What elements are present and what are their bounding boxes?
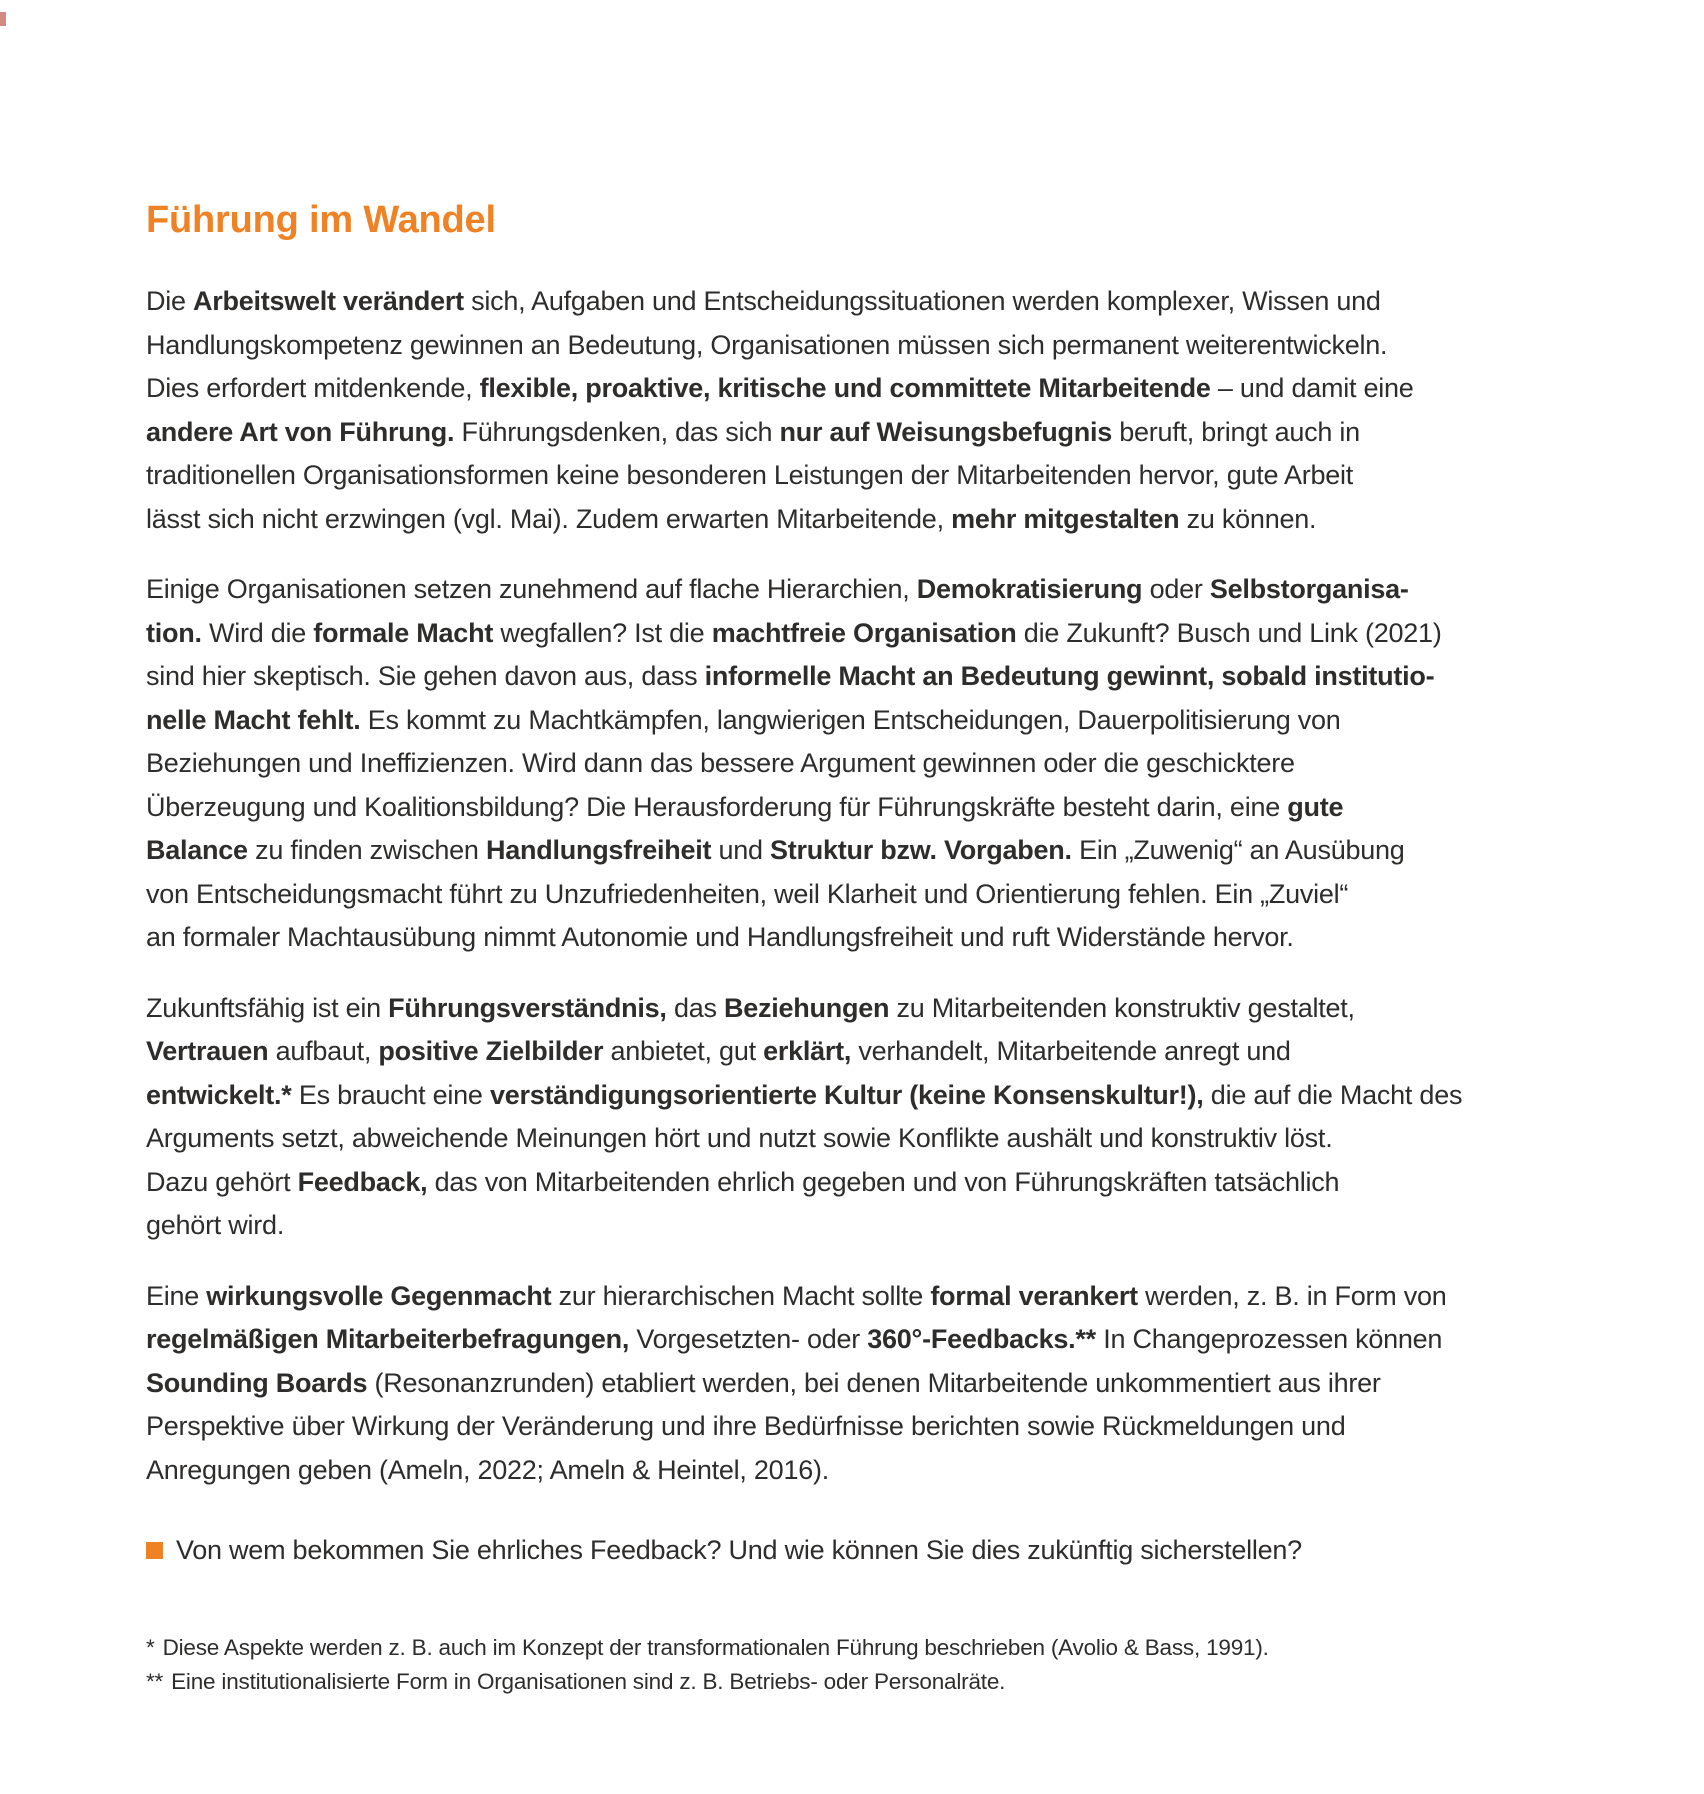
- bold-text-segment: formale Macht: [313, 617, 494, 648]
- bold-text-segment: Struktur bzw. Vorgaben.: [770, 835, 1072, 865]
- text-line: [146, 1117, 1584, 1161]
- text-line: [146, 829, 1584, 873]
- text-segment: an formaler Machtausübung nimmt Autonomie und Handlungsfreiheit und ruft Widerstände hervor.: [146, 922, 1294, 952]
- text-line: [146, 411, 1584, 455]
- text-segment: Einige Organisationen setzen zunehmend auf flache Hierarchien,: [146, 574, 917, 604]
- text-segment: Arguments setzt, abweichende Meinungen hört und nutzt sowie Konflikte aushält und konstruktiv löst.: [146, 1123, 1333, 1153]
- text-segment: Handlungskompetenz gewinnen an Bedeutung, Organisationen müssen sich permanent weiterentwickeln.: [146, 329, 1388, 360]
- text-segment: Dies erfordert mitdenkende,: [146, 373, 480, 403]
- text-segment: die auf die Macht des: [1203, 1079, 1463, 1110]
- text-segment: wegfallen? Ist die: [493, 617, 712, 648]
- text-segment: Es kommt zu Machtkämpfen, langwierigen Entscheidungen, Dauerpolitisierung von: [360, 704, 1341, 735]
- bold-text-segment: machtfreie Organisation: [711, 617, 1017, 648]
- bold-text-segment: erklärt,: [763, 1036, 852, 1066]
- bold-text-segment: andere Art von Führung.: [146, 416, 455, 447]
- bullet-item: [146, 1529, 1584, 1573]
- text-line: [146, 655, 1584, 699]
- bold-text-segment: verständigungsorientierte Kultur (keine Konsenskultur!),: [489, 1079, 1204, 1110]
- bold-text-segment: Handlungsfreiheit: [485, 835, 712, 865]
- bold-text-segment: nur auf Weisungsbefugnis: [779, 416, 1112, 447]
- text-line: [146, 1074, 1584, 1118]
- text-segment: zu können.: [1179, 503, 1317, 534]
- bold-text-segment: positive Zielbilder: [378, 1036, 604, 1066]
- text-line: [146, 1362, 1584, 1406]
- page-title: Führung im Wandel: [146, 199, 496, 241]
- text-segment: Perspektive über Wirkung der Veränderung und ihre Bedürfnisse berichten sowie Rückmeldungen und: [146, 1411, 1346, 1441]
- text-segment: Führungsdenken, das sich: [454, 416, 780, 447]
- text-segment: von Entscheidungsmacht führt zu Unzufriedenheiten, weil Klarheit und Orientierung fehlen. Ein „Zuviel“: [146, 878, 1349, 909]
- bold-text-segment: formal verankert: [930, 1280, 1138, 1311]
- text-line: [146, 1030, 1584, 1074]
- text-segment: sind hier skeptisch. Sie gehen davon aus, dass: [146, 661, 705, 691]
- bold-text-segment: nelle Macht fehlt.: [146, 704, 361, 735]
- text-segment: traditionellen Organisationsformen keine besonderen Leistungen der Mitarbeitenden hervor, gute Arbeit: [146, 460, 1354, 490]
- text-line: [146, 1318, 1584, 1362]
- text-segment: beruft, bringt auch in: [1111, 416, 1360, 447]
- bold-text-segment: Feedback,: [297, 1166, 428, 1197]
- bold-text-segment: Demokratisierung: [916, 574, 1143, 604]
- text-line: [146, 742, 1584, 786]
- text-segment: Zukunftsfähig ist ein: [146, 992, 389, 1023]
- text-segment: das: [666, 992, 724, 1023]
- text-segment: oder: [1142, 574, 1210, 604]
- text-line: [146, 873, 1584, 917]
- paragraph: [146, 1275, 1584, 1493]
- text-segment: Ein „Zuwenig“ an Ausübung: [1071, 835, 1405, 865]
- bold-text-segment: gute: [1287, 791, 1344, 822]
- text-segment: Beziehungen und Ineffizienzen. Wird dann das bessere Argument gewinnen oder die geschicktere: [146, 748, 1295, 778]
- text-line: [146, 1275, 1584, 1319]
- bold-text-segment: Beziehungen: [723, 992, 890, 1023]
- text-segment: zu Mitarbeitenden konstruktiv gestaltet,: [889, 992, 1355, 1023]
- text-segment: das von Mitarbeitenden ehrlich gegeben und von Führungskräften tatsächlich: [427, 1166, 1340, 1197]
- text-segment: Die: [146, 286, 194, 316]
- text-segment: anbietet, gut: [603, 1036, 764, 1066]
- text-segment: Eine: [146, 1280, 207, 1311]
- bold-text-segment: flexible, proaktive, kritische und committete Mitarbeitende: [479, 373, 1211, 403]
- text-segment: – und damit eine: [1210, 373, 1414, 403]
- text-segment: verhandelt, Mitarbeitende anregt und: [851, 1036, 1291, 1066]
- paragraph: [146, 568, 1584, 960]
- text-line: [146, 454, 1584, 498]
- text-segment: werden, z. B. in Form von: [1137, 1280, 1447, 1311]
- bold-text-segment: tion.: [146, 617, 202, 648]
- text-segment: Überzeugung und Koalitionsbildung? Die Herausforderung für Führungskräfte besteht darin, eine: [146, 791, 1288, 822]
- bold-text-segment: Vertrauen: [146, 1036, 269, 1066]
- bold-text-segment: informelle Macht an Bedeutung gewinnt, sobald institutio-: [704, 661, 1435, 691]
- bold-text-segment: entwickelt.*: [146, 1079, 292, 1110]
- bold-text-segment: Führungsverständnis,: [388, 992, 667, 1023]
- text-line: [146, 1161, 1584, 1205]
- paragraph: [146, 280, 1584, 541]
- text-segment: die Zukunft? Busch und Link (2021): [1016, 617, 1442, 648]
- bold-text-segment: mehr mitgestalten: [951, 503, 1180, 534]
- bold-text-segment: Sounding Boards: [146, 1367, 368, 1398]
- text-line: [146, 280, 1584, 324]
- text-segment: sich, Aufgaben und Entscheidungssituationen werden komplexer, Wissen und: [463, 286, 1381, 316]
- text-segment: lässt sich nicht erzwingen (vgl. Mai). Zudem erwarten Mitarbeitende,: [146, 503, 952, 534]
- text-line: [146, 786, 1584, 830]
- text-segment: und: [711, 835, 771, 865]
- text-segment: In Changeprozessen können: [1095, 1324, 1443, 1354]
- bold-text-segment: wirkungsvolle Gegenmacht: [206, 1280, 552, 1311]
- text-line: [146, 987, 1584, 1031]
- bold-text-segment: Selbstorganisa-: [1209, 574, 1409, 604]
- text-line: [146, 324, 1584, 368]
- text-line: [146, 498, 1584, 542]
- bold-text-segment: 360°-Feedbacks.**: [867, 1324, 1096, 1354]
- footnotes: [146, 1631, 1584, 1699]
- text-line: [146, 1405, 1584, 1449]
- text-line: [146, 1204, 1584, 1248]
- text-line: [146, 612, 1584, 656]
- footnote-line: [146, 1631, 1584, 1665]
- paragraph: [146, 987, 1584, 1248]
- footnote-text: Eine institutionalisierte Form in Organisationen sind z. B. Betriebs- oder Personalräte.: [171, 1668, 1006, 1694]
- bold-text-segment: Balance: [146, 835, 248, 865]
- text-segment: Anregungen geben (Ameln, 2022; Ameln & Heintel, 2016).: [146, 1454, 829, 1485]
- text-line: [146, 367, 1584, 411]
- body-paragraphs: [146, 280, 1584, 1492]
- bold-text-segment: Arbeitswelt verändert: [193, 286, 464, 316]
- text-segment: (Resonanzrunden) etabliert werden, bei denen Mitarbeitende unkommentiert aus ihrer: [367, 1367, 1381, 1398]
- footnote-marker: *: [146, 1634, 155, 1660]
- square-bullet-icon: [146, 1542, 163, 1559]
- text-line: [146, 1449, 1584, 1493]
- bullet-question-text: Von wem bekommen Sie ehrliches Feedback? Und wie können Sie dies zukünftig sicherstellen?: [176, 1535, 1302, 1565]
- text-segment: aufbaut,: [268, 1036, 379, 1066]
- text-segment: Es braucht eine: [291, 1079, 490, 1110]
- text-segment: zu finden zwischen: [247, 835, 486, 865]
- footnote-marker: **: [146, 1668, 164, 1694]
- text-line: [146, 699, 1584, 743]
- text-line: [146, 916, 1584, 960]
- text-segment: Vorgesetzten- oder: [629, 1324, 868, 1354]
- text-segment: Wird die: [201, 617, 314, 648]
- page-edge-red-mark: [0, 12, 6, 26]
- text-segment: zur hierarchischen Macht sollte: [551, 1280, 931, 1311]
- text-segment: gehört wird.: [146, 1210, 285, 1240]
- footnote-line: [146, 1665, 1584, 1699]
- text-line: [146, 568, 1584, 612]
- footnote-text: Diese Aspekte werden z. B. auch im Konzept der transformationalen Führung beschrieben (Avolio & Bass, 1991).: [162, 1634, 1269, 1660]
- text-segment: Dazu gehört: [146, 1166, 298, 1197]
- bold-text-segment: regelmäßigen Mitarbeiterbefragungen,: [146, 1324, 630, 1354]
